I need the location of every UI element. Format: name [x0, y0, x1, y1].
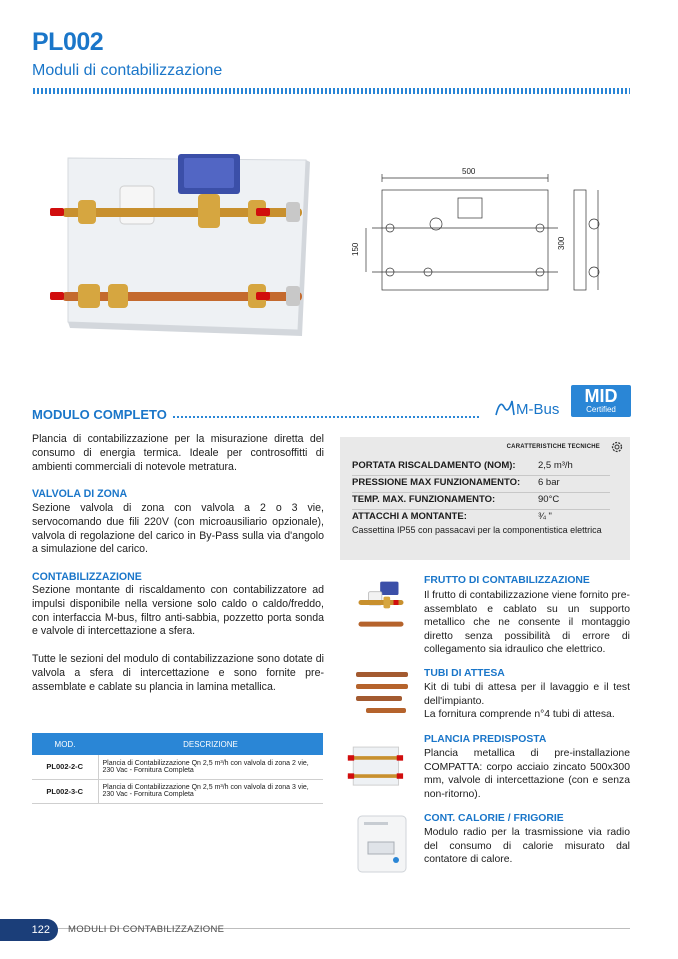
gear-icon — [610, 440, 624, 454]
valvola-text: Sezione valvola di zona con valvola a 2 o 3 vie, servocomando due fili 220V (con microausiliario opzionale), valvola di regolazione del carico in By-Pass sulla via d'angolo a simulazione del carico. — [32, 502, 324, 556]
frutto-text: Il frutto di contabilizzazione viene fornito pre-assemblato e cablato su un supporto metallico che ne consente il montaggio diretto senza possibilità di errore di collegamento sia idraulico che elettrico. — [424, 590, 630, 656]
mid-subtitle: Certified — [586, 405, 616, 414]
spec-value: ¾ " — [538, 511, 552, 522]
frutto-image — [352, 580, 410, 630]
calorie-title: CONT. CALORIE / FRIGORIE — [424, 813, 564, 824]
technical-drawing — [348, 160, 628, 300]
spec-row — [352, 474, 622, 491]
intro-text: Plancia di contabilizzazione per la misurazione diretta del consumo di energia termica. Ideale per controsoffitti di ambienti commerciali di notevole metratura. — [32, 433, 324, 473]
plancia-text: Plancia metallica di pre-installazione COMPATTA: corpo acciaio zincato 500x300 mm, valvole di intercettazione (con e senza non-ritorno). — [424, 748, 630, 800]
mbus-logo — [494, 395, 564, 419]
tubi-text: Kit di tubi di attesa per il lavaggio e il test dell'impianto. — [424, 682, 630, 707]
contabilizzazione-text: Sezione montante di riscaldamento con contabilizzatore ad impulsi disponibile nella versione solo caldo o caldo/freddo, con interfaccia M-bus, filtro anti-sabbia, pozzetto porta sonda e valvole di intercettazione a sfera. — [32, 584, 324, 638]
footer-label: MODULI DI CONTABILIZZAZIONE — [68, 924, 225, 935]
specs-note: Cassettina IP55 con passacavi per la componentistica elettrica — [352, 525, 602, 535]
section-divider — [173, 416, 479, 418]
table-cell-desc: Plancia di Contabilizzazione Qn 2,5 m³/h con valvola di zona 2 vie, 230 Vac - Fornitura Completa — [98, 755, 323, 779]
spec-value: 6 bar — [538, 477, 560, 488]
specs-title: CARATTERISTICHE TECNICHE — [506, 444, 600, 450]
spec-row — [352, 457, 622, 474]
spec-key: PORTATA RISCALDAMENTO (NOM): — [352, 460, 516, 471]
plancia-title: PLANCIA PREDISPOSTA — [424, 734, 547, 745]
contabilizzazione-text2: Tutte le sezioni del modulo di contabilizzazione sono dotate di valvola a sfera di intercettazione e sono fornite pre-assemblate e cablate su plancia in lamina metallica. — [32, 653, 324, 693]
table-cell-desc: Plancia di Contabilizzazione Qn 2,5 m³/h con valvola di zona 3 vie, 230 Vac - Fornitura Completa — [98, 779, 323, 803]
page-subtitle: Moduli di contabilizzazione — [32, 62, 223, 79]
mid-certified-badge — [571, 385, 631, 417]
tubi-text2: La fornitura comprende n°4 tubi di attesa. — [424, 709, 615, 720]
page-number: 122 — [0, 919, 58, 941]
spec-key: PRESSIONE MAX FUNZIONAMENTO: — [352, 477, 521, 488]
tubi-title: TUBI DI ATTESA — [424, 668, 505, 679]
calorie-meter-image — [356, 814, 408, 874]
tubi-image — [352, 668, 410, 718]
table-row — [32, 779, 323, 803]
dim-height: 300 — [557, 236, 566, 250]
frutto-title: FRUTTO DI CONTABILIZZAZIONE — [424, 575, 590, 586]
valvola-title: VALVOLA DI ZONA — [32, 488, 128, 500]
table-row — [32, 755, 323, 779]
table-header-mod: MOD. — [32, 733, 98, 755]
spec-row — [352, 508, 622, 525]
table-cell-mod: PL002-2-C — [32, 755, 98, 779]
spec-key: TEMP. MAX. FUNZIONAMENTO: — [352, 494, 496, 505]
spec-row — [352, 491, 622, 508]
product-table — [32, 733, 323, 804]
mid-title: MID — [584, 386, 618, 406]
specs-box — [340, 437, 630, 560]
header-divider — [33, 88, 630, 94]
mbus-text: M-Bus — [516, 401, 560, 418]
calorie-text: Modulo radio per la trasmissione via radio del consumo di calorie misurato dal contatore di calore. — [424, 827, 630, 866]
spec-key: ATTACCHI A MONTANTE: — [352, 511, 467, 522]
contabilizzazione-title: CONTABILIZZAZIONE — [32, 571, 142, 583]
plancia-image — [346, 742, 404, 792]
spec-value: 2,5 m³/h — [538, 460, 573, 471]
dim-center: 150 — [351, 242, 360, 256]
section-title: MODULO COMPLETO — [32, 407, 167, 422]
product-photo — [48, 150, 310, 340]
table-cell-mod: PL002-3-C — [32, 779, 98, 803]
dim-width: 500 — [462, 167, 476, 176]
page-code: PL002 — [32, 28, 104, 56]
spec-value: 90°C — [538, 494, 560, 505]
table-header-desc: DESCRIZIONE — [98, 733, 323, 755]
